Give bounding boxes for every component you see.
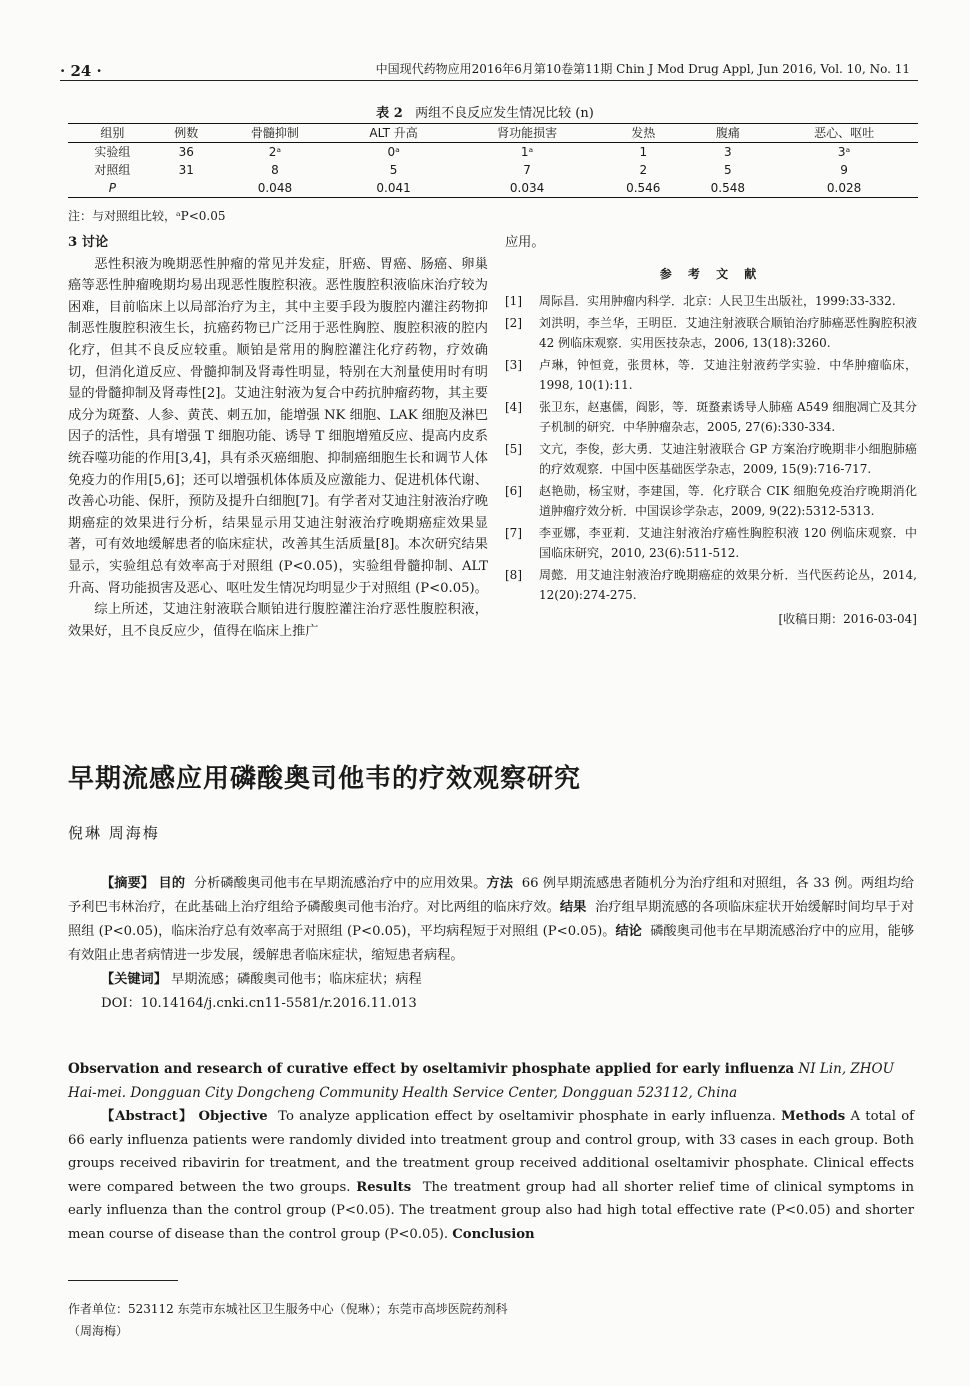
- reference-number: [7]: [505, 526, 522, 541]
- english-authors-affiliation: NI Lin, ZHOU Hai-mei. Dongguan City Dongcheng Community Health Service Center, Dongguan 523112, China: [68, 1061, 895, 1101]
- article-authors: 倪琳 周海梅: [68, 824, 160, 842]
- conclusion-text: 磷酸奥司他韦在早期流感治疗中的应用，能够有效阻止患者病情进一步发展，缓解患者临床症状，缩短患者病程。: [68, 924, 915, 963]
- reference-item: [505, 523, 917, 563]
- table-cell: 5: [724, 163, 732, 177]
- table-cell: 对照组: [94, 163, 131, 177]
- conclusion-label: 结论: [615, 924, 642, 939]
- table-cell: 0ᵃ: [387, 145, 400, 159]
- table-cell: 0.028: [826, 181, 862, 195]
- adverse-reactions-table: [68, 123, 918, 198]
- col-header: 骨髓抑制: [250, 126, 299, 140]
- table-cell: 7: [523, 163, 531, 177]
- table-cell: [157, 179, 216, 198]
- col-header: ALT 升高: [369, 126, 418, 140]
- table-row: [68, 143, 918, 162]
- page-number: · 24 ·: [60, 62, 102, 80]
- table-cell: 实验组: [94, 145, 131, 159]
- footnote-rule: [68, 1280, 178, 1281]
- reference-number: [1]: [505, 294, 522, 309]
- paragraph-continuation: 应用。: [505, 235, 545, 250]
- table-header-row: [68, 124, 918, 143]
- reference-item: [505, 291, 917, 311]
- reference-text: 张卫东，赵惠儒，阎影，等．斑蝥素诱导人肺癌 A549 细胞凋亡及其分子机制的研究．中华肿瘤杂志，2005, 27(6):330-334.: [539, 400, 917, 435]
- reference-text: 李亚娜，李亚莉．艾迪注射液治疗癌性胸腔积液 120 例临床观察．中国临床研究，2010, 23(6):511-512.: [539, 526, 917, 561]
- en-results-label: Results: [356, 1179, 412, 1195]
- results-text: 治疗组早期流感的各项临床症状开始缓解时间均早于对照组 (P<0.05)，临床治疗总有效率高于对照组 (P<0.05)，平均病程短于对照组 (P<0.05)。: [68, 900, 915, 939]
- table-row: [68, 161, 918, 179]
- table-cell: 0.546: [626, 181, 661, 195]
- reference-text: 文亢，李俊，彭大勇．艾迪注射液联合 GP 方案治疗晚期非小细胞肺癌的疗效观察．中国中医基础医学杂志，2009, 15(9):716-717.: [539, 442, 917, 477]
- table-row: [68, 179, 918, 198]
- header-rule: [60, 80, 918, 81]
- reference-number: [8]: [505, 568, 522, 583]
- author-affiliation-footnote: 作者单位：523112 东莞市东城社区卫生服务中心（倪琳）；东莞市高埗医院药剂科（周海梅）: [68, 1302, 508, 1338]
- en-methods-text: A total of 66 early influenza patients were randomly divided into treatment group and control group, with 33 cases in each group. Both groups received ribavirin for treatment, and the treatment group received additional oseltamivir phosphate. Clinical effects were compared between the two groups.: [68, 1109, 915, 1195]
- col-header: 例数: [174, 126, 199, 140]
- reference-number: [5]: [505, 442, 522, 457]
- abstract-label: 【摘要】: [101, 876, 155, 891]
- col-header: 恶心、呕吐: [814, 126, 875, 140]
- english-abstract: [68, 1105, 914, 1246]
- article-title: 早期流感应用磷酸奥司他韦的疗效观察研究: [68, 764, 582, 794]
- table-cell: 3ᵃ: [837, 145, 851, 159]
- abstract-body: [68, 872, 914, 968]
- journal-header: 中国现代药物应用2016年6月第10卷第11期 Chin J Mod Drug Appl, Jun 2016, Vol. 10, No. 11: [375, 62, 910, 76]
- table-cell: 1ᵃ: [520, 145, 534, 159]
- reference-text: 刘洪明，李兰华，王明臣．艾迪注射液联合顺铂治疗肺癌恶性胸腔积液 42 例临床观察．实用医技杂志，2006, 13(18):3260.: [539, 316, 917, 351]
- table-cell: 2ᵃ: [268, 145, 282, 159]
- table-cell: 0.034: [509, 181, 545, 195]
- table-cell: 0.041: [376, 181, 411, 195]
- reference-text: 卢琳，钟恒竟，张贯林，等．艾迪注射液药学实验．中华肿瘤临床，1998, 10(1):11.: [539, 358, 917, 393]
- en-objective-text: To analyze application effect by oseltamivir phosphate in early influenza.: [278, 1109, 776, 1124]
- table-cell: 0.548: [710, 181, 746, 195]
- references-heading: 参 考 文 献: [659, 266, 763, 281]
- reference-text: 赵艳勋，杨宝财，李建国，等．化疗联合 CIK 细胞免疫治疗晚期消化道肿瘤疗效分析．中国误诊学杂志，2009, 9(22):5312-5313.: [539, 484, 917, 519]
- table-cell: 8: [271, 163, 279, 177]
- table-note: 注：与对照组比较，ᵃP<0.05: [68, 209, 226, 223]
- reference-number: [3]: [505, 358, 522, 373]
- table-caption-text: 两组不良反应发生情况比较 (n): [415, 106, 594, 121]
- reference-item: [505, 313, 917, 353]
- col-header: 组别: [100, 126, 125, 140]
- reference-item: [505, 565, 917, 605]
- table-cell: 36: [178, 145, 194, 159]
- english-title: Observation and research of curative effect by oseltamivir phosphate applied for early influenza: [68, 1061, 795, 1077]
- keywords-line: [68, 968, 914, 992]
- discussion-heading: 3 讨论: [68, 235, 109, 250]
- table-cell: 0.048: [257, 181, 293, 195]
- reference-item: [505, 355, 917, 395]
- methods-label: 方法: [486, 876, 514, 891]
- en-objective-label: Objective: [198, 1109, 268, 1124]
- objective-label: 目的: [158, 876, 186, 891]
- table-caption: [0, 102, 970, 121]
- col-header: 发热: [631, 126, 656, 140]
- reference-number: [4]: [505, 400, 522, 415]
- reference-item: [505, 481, 917, 521]
- received-date: [收稿日期：2016-03-04]: [778, 612, 917, 627]
- reference-number: [2]: [505, 316, 522, 331]
- en-methods-label: Methods: [781, 1109, 846, 1124]
- reference-item: [505, 397, 917, 437]
- en-abstract-label: 【Abstract】: [101, 1109, 194, 1124]
- discussion-paragraph: 恶性积液为晚期恶性肿瘤的常见并发症，肝癌、胃癌、肠癌、卵巢癌等恶性肿瘤晚期均易出现恶性腹腔积液。恶性腹腔积液临床治疗较为困难，目前临床上以局部治疗为主，其中主要手段为腹腔内灌注药物抑制恶性腹腔积液生长，抗癌药物已广泛用于恶性胸腔、腹腔积液的腔内化疗，但其不良反应较重。顺铂是常用的胸腔灌注化疗药物，疗效确切，但消化道反应、骨髓抑制及肾毒性明显，特别在大剂量使用时有明显的骨髓抑制及肾毒性[2]。艾迪注射液为复合中药抗肿瘤药物，其主要成分为斑蝥、人参、黄芪、刺五加，能增强 NK 细胞、LAK 细胞及淋巴因子的活性，具有增强 T 细胞功能、诱导 T 细胞增殖反应、提高内皮系统吞噬功能的作用[3,4]，具有杀灭癌细胞、抑制癌细胞生长和调节人体免疫力的作用[5,6]；还可以增强机体体质及应激能力、促进机体代谢、改善心功能、保肝，预防及提升白细胞[7]。有学者对艾迪注射液治疗晚期癌症的效果进行分析，结果显示用艾迪注射液治疗晚期癌症效果显著，可有效地缓解患者的临床症状，改善其生活质量[8]。本次研究结果显示，实验组总有效率高于对照组 (P<0.05)，实验组骨髓抑制、ALT 升高、肾功能损害及恶心、呕吐发生情况均明显少于对照组 (P<0.05)。: [68, 256, 488, 596]
- table-cell: 1: [639, 145, 648, 159]
- reference-text: 周际昌．实用肿瘤内科学．北京：人民卫生出版社，1999:33-332.: [539, 294, 896, 309]
- en-conclusion-label: Conclusion: [452, 1226, 535, 1242]
- left-column: [68, 232, 488, 642]
- methods-text: 66 例早期流感患者随机分为治疗组和对照组，各 33 例。两组均给予利巴韦林治疗，在此基础上治疗组给予磷酸奥司他韦治疗。对比两组的临床疗效。: [68, 876, 914, 915]
- objective-text: 分析磷酸奥司他韦在早期流感治疗中的应用效果。: [193, 876, 487, 891]
- results-label: 结果: [559, 900, 587, 915]
- table-cell: 9: [840, 163, 848, 177]
- conclusion-paragraph: 综上所述，艾迪注射液联合顺铂进行腹腔灌注治疗恶性腹腔积液，效果好，且不良反应少，值得在临床上推广: [68, 602, 488, 639]
- reference-number: [6]: [505, 484, 522, 499]
- keywords-text: 早期流感；磷酸奥司他韦；临床症状；病程: [171, 972, 422, 987]
- reference-text: 周懿．用艾迪注射液治疗晚期癌症的效果分析．当代医药论丛，2014, 12(20):274-275.: [539, 568, 917, 603]
- doi: DOI：10.14164/j.cnki.cn11-5581/r.2016.11.013: [101, 996, 417, 1011]
- english-title-block: [68, 1057, 914, 1105]
- col-header: 肾功能损害: [497, 126, 558, 140]
- keywords-label: 【关键词】: [101, 972, 167, 987]
- table-cell: P: [108, 181, 116, 195]
- table-cell: 3: [724, 145, 732, 159]
- right-column: [505, 232, 917, 631]
- table-cell: 5: [389, 163, 398, 177]
- table-caption-label: 表 2: [376, 106, 403, 121]
- reference-item: [505, 439, 917, 479]
- table-cell: 2: [639, 163, 648, 177]
- table-cell: 31: [178, 163, 194, 177]
- col-header: 腹痛: [715, 126, 740, 140]
- en-results-text: The treatment group had all shorter relief time of clinical symptoms in early influenza than the control group (P<0.05). The treatment group also had high total effective rate (P<0.05) and shorter mean course of disease than the control group (P<0.05).: [68, 1179, 915, 1242]
- chinese-abstract: [68, 872, 914, 1016]
